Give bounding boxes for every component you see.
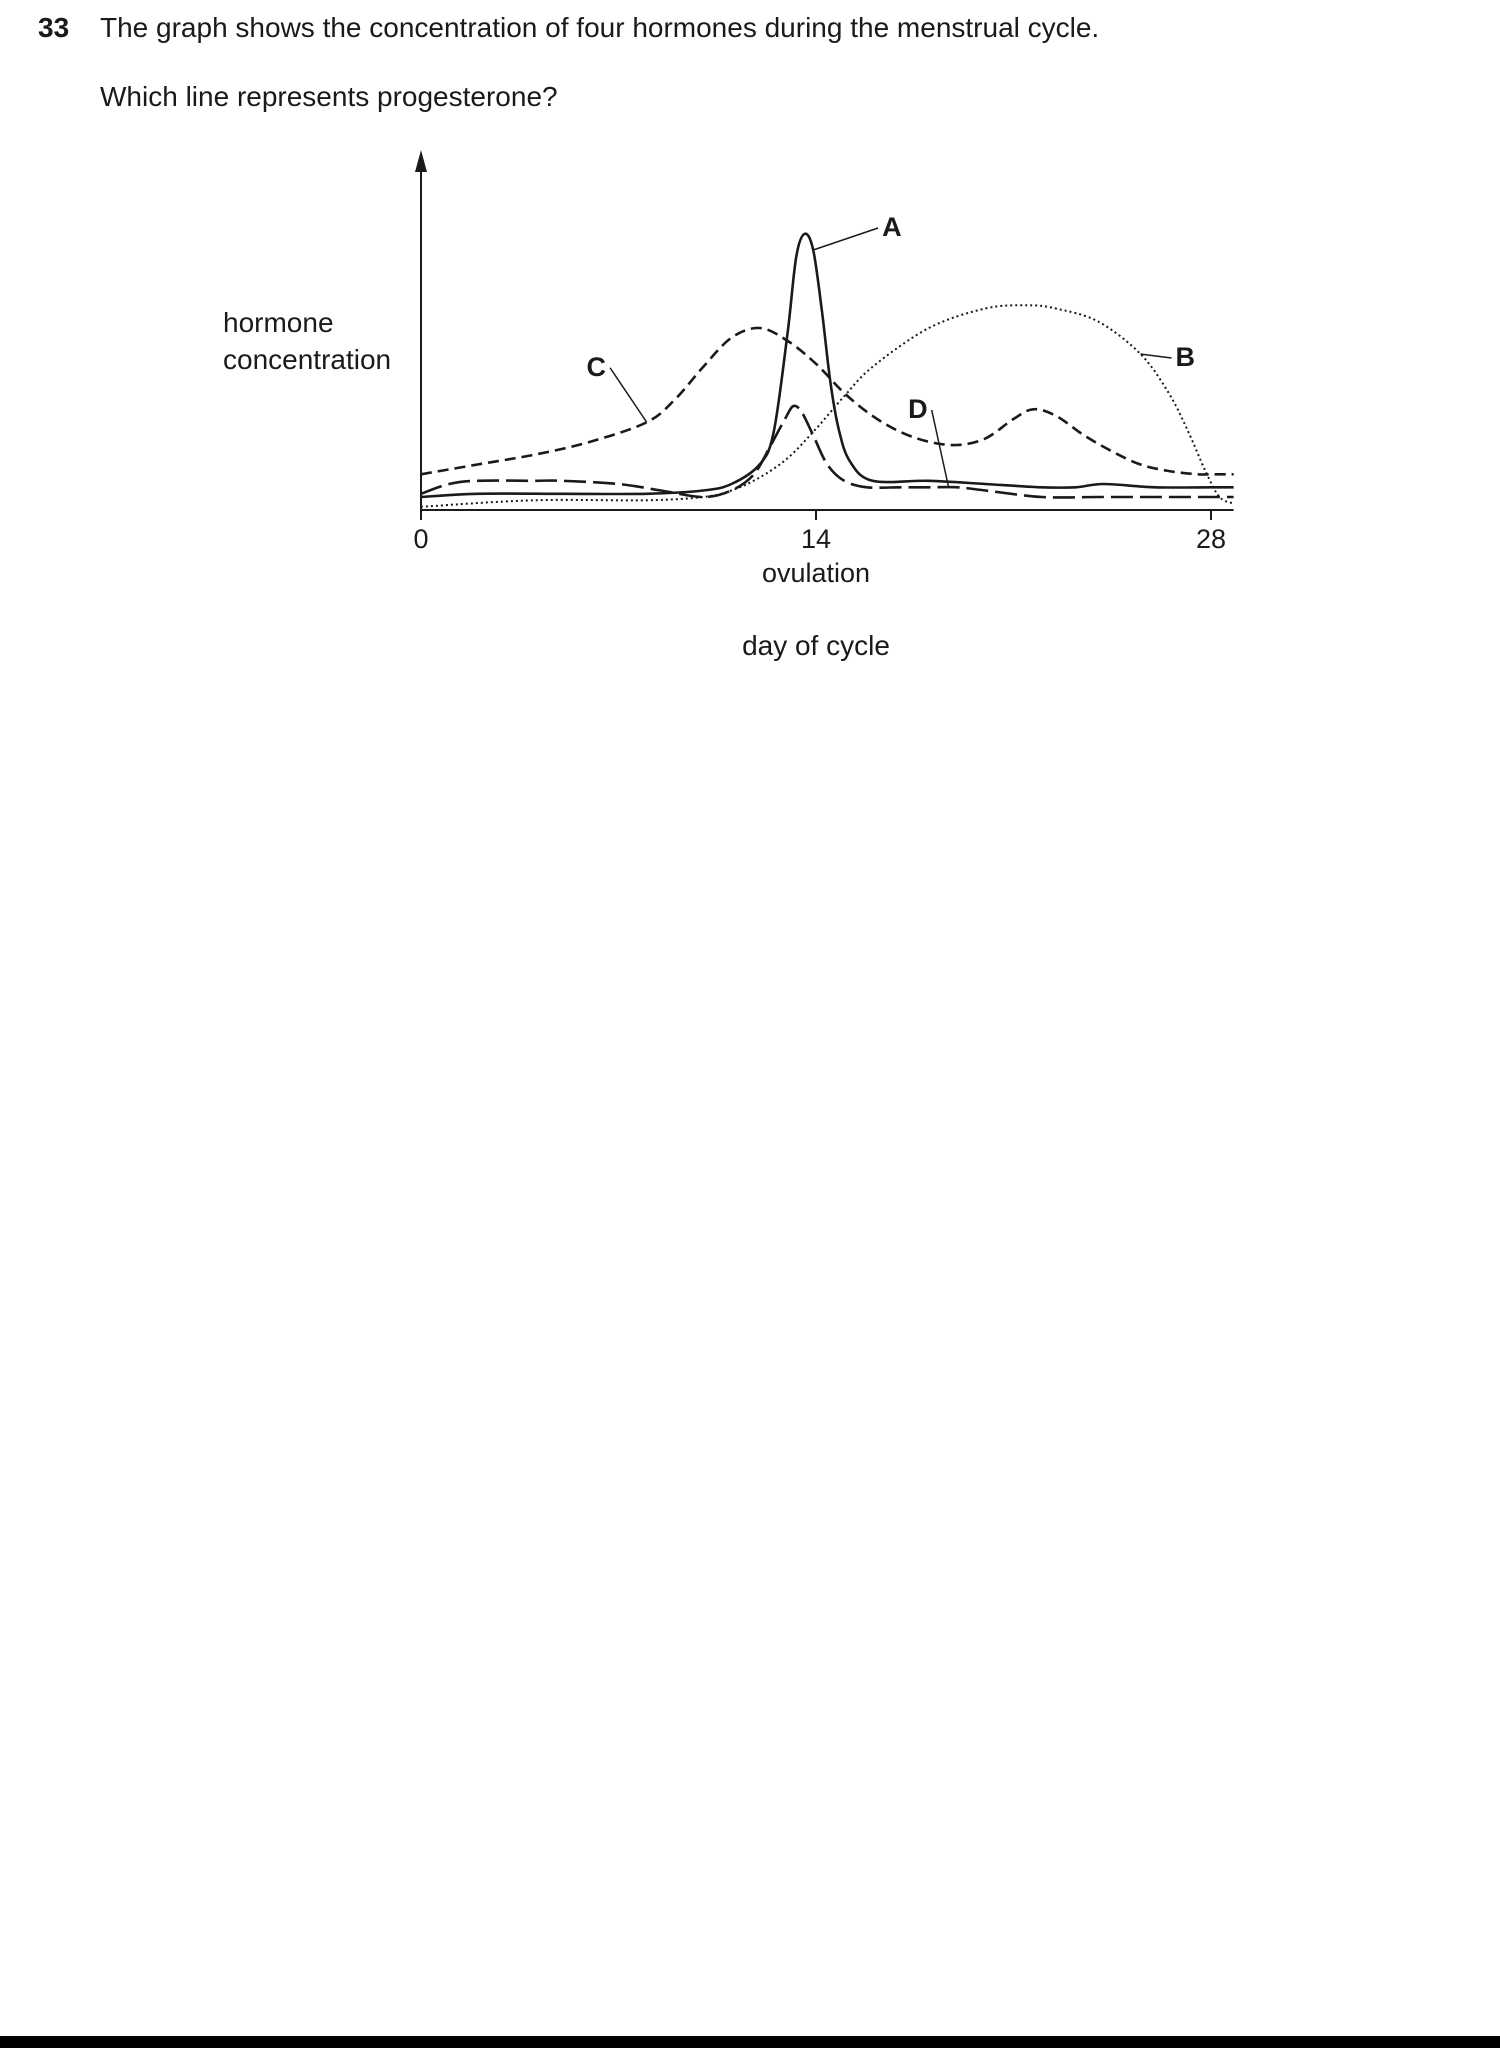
x-axis-label: day of cycle (742, 630, 890, 661)
leader-line-b (1140, 354, 1171, 358)
page-bottom-bar (0, 2036, 1500, 2048)
y-axis-label: hormone (223, 307, 334, 338)
series-line-b (421, 305, 1234, 507)
x-tick-label: 14 (800, 524, 832, 554)
question-prompt: Which line represents progesterone? (100, 81, 558, 112)
y-axis-arrow-icon (415, 150, 427, 172)
series-label-c: C (586, 351, 607, 382)
question-number: 33 (38, 12, 70, 43)
series-line-a (421, 234, 1234, 497)
chart-text (223, 212, 1226, 661)
x-tick-label: 0 (413, 524, 429, 554)
question-text: The graph shows the concentration of four hormones during the menstrual cycle. (100, 12, 1100, 43)
chart-series (421, 234, 1234, 507)
ovulation-label: ovulation (761, 558, 871, 588)
series-label-d: D (908, 394, 928, 424)
leader-line-a (813, 228, 878, 250)
x-tick-label: 28 (1195, 524, 1227, 554)
series-label-b: B (1175, 342, 1195, 372)
series-label-a: A (882, 212, 902, 242)
leader-line-d (932, 410, 949, 487)
leader-line-c (610, 368, 647, 423)
hormone-chart (0, 0, 1500, 700)
y-axis-label: concentration (223, 344, 392, 375)
